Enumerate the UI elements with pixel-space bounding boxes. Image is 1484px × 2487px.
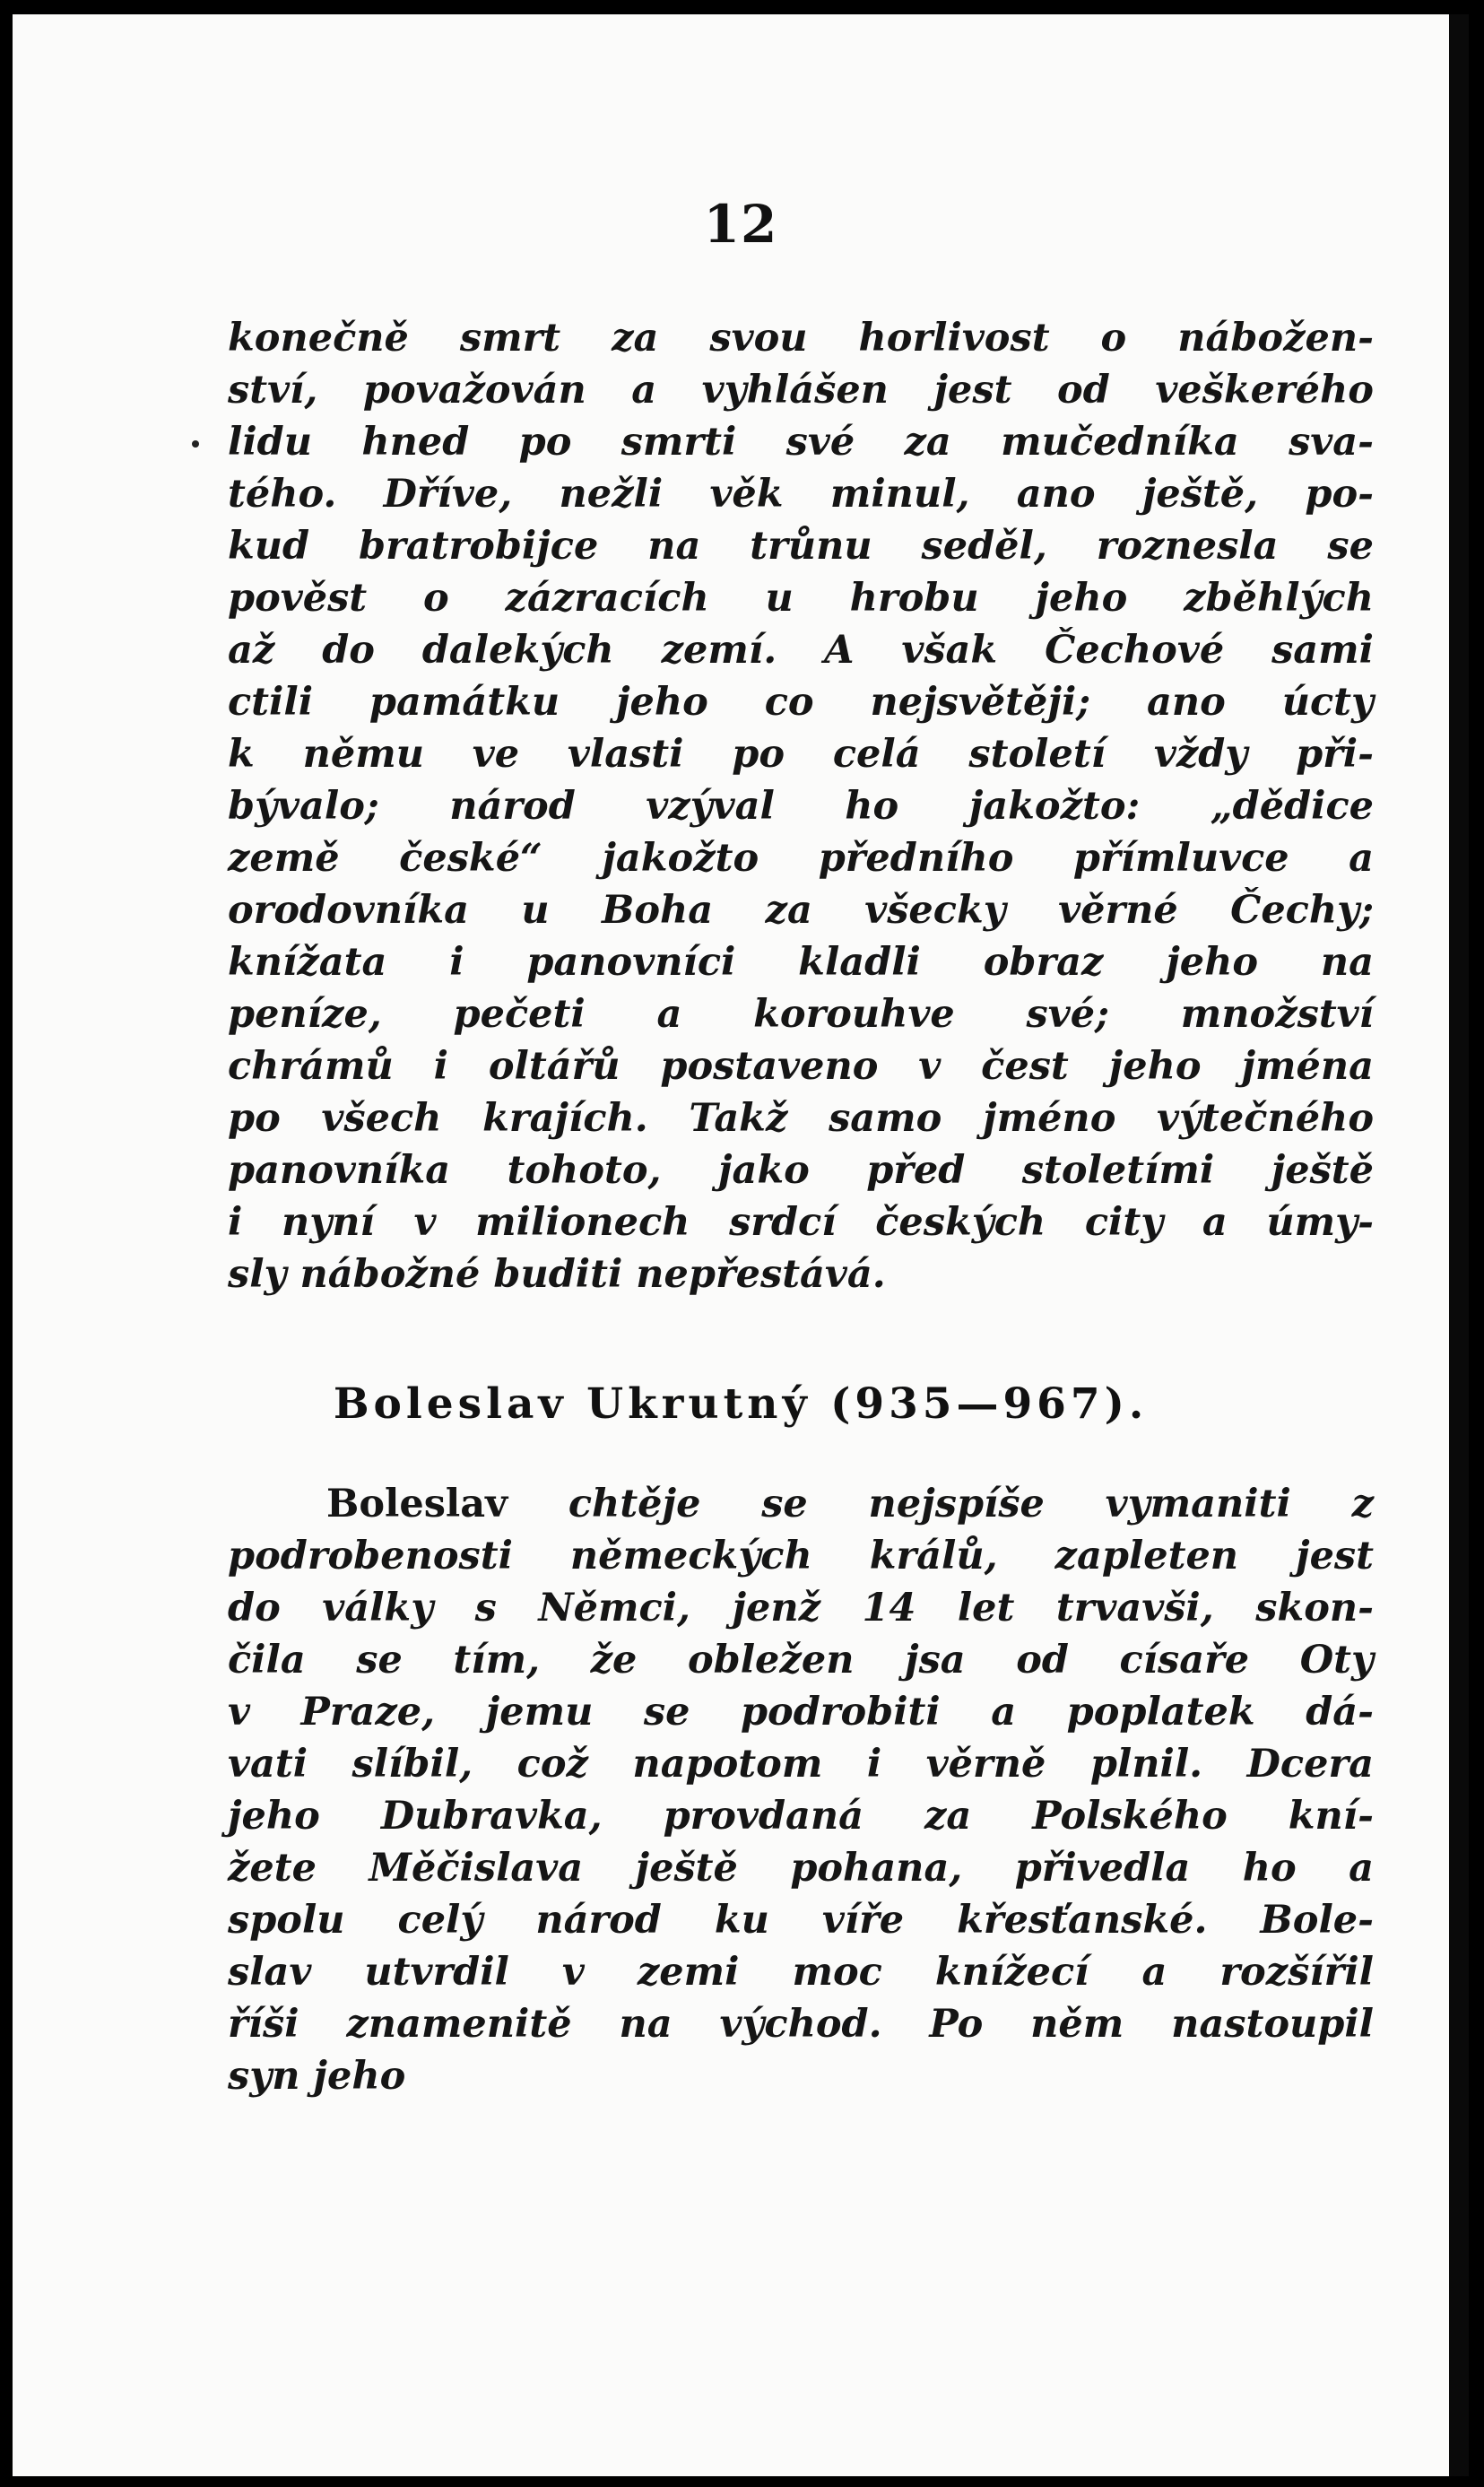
text-line: bývalo; národ vzýval ho jakožto: „dědice [228, 784, 1374, 829]
text-line: i nyní v milionech srdcí českých city a úmy- [228, 1200, 1374, 1245]
text-line: ství, považován a vyhlášen jest od veškerého [228, 368, 1374, 413]
text-line: do války s Němci, jenž 14 let trvavši, skon- [228, 1586, 1374, 1630]
text-line: spolu celý národ ku víře křesťanské. Bole- [228, 1898, 1374, 1943]
text-line: čila se tím, že obležen jsa od císaře Oty [228, 1638, 1374, 1683]
text-line: vati slíbil, což napotom i věrně plnil. Dcera [228, 1742, 1374, 1787]
page-edge-shadow [1449, 14, 1469, 2476]
text-line: k němu ve vlasti po celá století vždy při- [228, 732, 1374, 777]
text-line: knížata i panovníci kladli obraz jeho na [228, 940, 1374, 985]
text-line: kud bratrobijce na trůnu seděl, roznesla se [228, 524, 1374, 569]
text-line: konečně smrt za svou horlivost o nábožen- [228, 316, 1374, 361]
text-line [228, 1478, 1374, 1530]
text-line: panovníka tohoto, jako před stoletími ještě [228, 1148, 1374, 1193]
text-line: orodovníka u Boha za všecky věrné Čechy; [228, 888, 1374, 933]
margin-mark [192, 440, 199, 448]
text-line: podrobenosti německých králů, zapleten jest [228, 1534, 1374, 1578]
text-line: země české“ jakožto předního přímluvce a [228, 836, 1374, 881]
text-line: po všech krajích. Takž samo jméno výtečného [228, 1096, 1374, 1141]
text-line: slav utvrdil v zemi moc knížecí a rozšířil [228, 1950, 1374, 1995]
text-line: tého. Dříve, nežli věk minul, ano ještě, po- [228, 472, 1374, 517]
page-number: 12 [703, 194, 778, 255]
text-line: pověst o zázracích u hrobu jeho zběhlých [228, 576, 1374, 621]
text-line: jeho Dubravka, provdaná za Polského kní- [228, 1794, 1374, 1839]
text-line: syn jeho [228, 2054, 406, 2099]
text-line: ctili památku jeho co nejsvětěji; ano úcty [228, 680, 1374, 725]
text-line-rest: chtěje se nejspíše vymaniti z [508, 1482, 1374, 1526]
text-line: říši znamenitě na východ. Po něm nastoupil [228, 2002, 1374, 2047]
text-line: peníze, pečeti a korouhve své; množství [228, 992, 1374, 1037]
book-page [13, 14, 1469, 2476]
section-heading: Boleslav Ukrutný (935—967). [333, 1379, 1149, 1429]
text-line: sly nábožné buditi nepřestává. [228, 1252, 886, 1297]
text-line: chrámů i oltářů postaveno v čest jeho jména [228, 1044, 1374, 1089]
text-line: v Praze, jemu se podrobiti a poplatek dá- [228, 1690, 1374, 1735]
text-line: až do dalekých zemí. A však Čechové sami [228, 628, 1374, 673]
text-line: lidu hned po smrti své za mučedníka sva- [228, 420, 1374, 465]
paragraph-lead-word: Boleslav [326, 1482, 508, 1526]
text-line: žete Měčislava ještě pohana, přivedla ho a [228, 1846, 1374, 1891]
